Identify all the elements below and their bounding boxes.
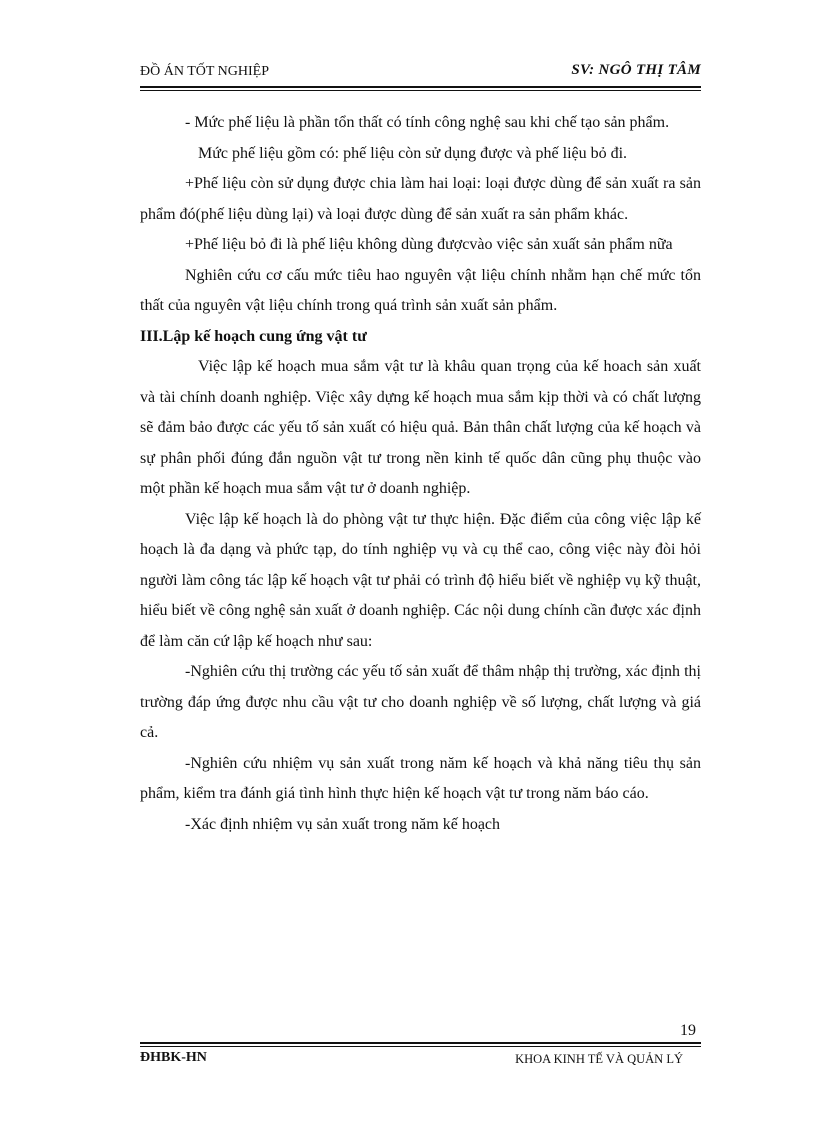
header-student-name: SV: NGÔ THỊ TÂM	[571, 62, 701, 78]
paragraph-production-tasks: -Xác định nhiệm vụ sản xuất trong năm kế hoạch	[185, 815, 501, 833]
footer-faculty: KHOA KINH TẾ VÀ QUẢN LÝ	[515, 1052, 683, 1066]
page-footer	[140, 1050, 701, 1070]
paragraph-scrap-definition: - Mức phế liệu là phần tổn thất có tính công nghệ sau khi chế tạo sản phẩm.	[185, 114, 670, 131]
paragraph-purchase-planning: Việc lập kế hoạch mua sắm vật tư là khâu quan trọng của kế hoach sản xuất và tài chính doanh nghiệp. Việc xây dựng kế hoạch mua sắm kịp thời và có chất lượng sẽ đảm bảo được các yếu tố sản xuất có hiệu quả. Bản thân chất lượng của kế hoạch và sự phân phối đúng đắn nguồn vật tư trong nền kinh tế quốc dân cũng phụ thuộc vào một phần kế hoạch mua sắm vật tư ở doanh nghiệp.	[140, 358, 701, 497]
paragraph-scrap-types: Mức phế liệu gồm có: phế liệu còn sử dụng được và phế liệu bỏ đi.	[198, 144, 628, 162]
header-rule	[140, 86, 701, 91]
paragraph-planning-department: Việc lập kế hoạch là do phòng vật tư thực hiện. Đặc điểm của công việc lập kế hoạch là đa dạng và phức tạp, do tính nghiệp vụ và cụ thể cao, công việc này đòi hỏi người làm công tác lập kế hoạch vật tư phải có trình độ hiểu biết về nghiệp vụ kỹ thuật, hiểu biết về công nghệ sản xuất ở doanh nghiệp. Các nội dung chính cần được xác định để làm căn cứ lập kế hoạch như sau:	[140, 510, 701, 650]
page-header	[140, 64, 701, 86]
paragraph-production-tasks-study: -Nghiên cứu nhiệm vụ sản xuất trong năm kế hoạch và khả năng tiêu thụ sản phẩm, kiểm tra đánh giá tình hình thực hiện kế hoạch vật tư trong năm báo cáo.	[140, 754, 701, 802]
paragraph-reusable-scrap: +Phế liệu còn sử dụng được chia làm hai loại: loại được dùng để sản xuất ra sản phẩm đó(phế liệu dùng lại) và loại được dùng để sản xuất ra sản phẩm khác.	[140, 175, 701, 223]
footer-rule	[140, 1042, 701, 1047]
document-body	[140, 108, 701, 840]
paragraph-market-research: -Nghiên cứu thị trường các yếu tố sản xuất để thâm nhập thị trường, xác định thị trường đáp ứng được nhu cầu vật tư cho doanh nghiệp về số lượng, chất lượng và giá cả.	[140, 663, 701, 741]
section-heading: III.Lập kế hoạch cung ứng vật tư	[140, 327, 367, 345]
paragraph-consumption-study: Nghiên cứu cơ cấu mức tiêu hao nguyên vật liệu chính nhằm hạn chế mức tổn thất của nguyên vật liệu chính trong quá trình sản xuất sản phẩm.	[140, 266, 701, 314]
footer-university: ĐHBK-HN	[140, 1050, 207, 1065]
page-number: 19	[680, 1022, 696, 1039]
header-title: ĐỒ ÁN TỐT NGHIỆP	[140, 64, 269, 79]
paragraph-discarded-scrap: +Phế liệu bỏ đi là phế liệu không dùng đượcvào việc sản xuất sản phẩm nữa	[185, 236, 673, 253]
